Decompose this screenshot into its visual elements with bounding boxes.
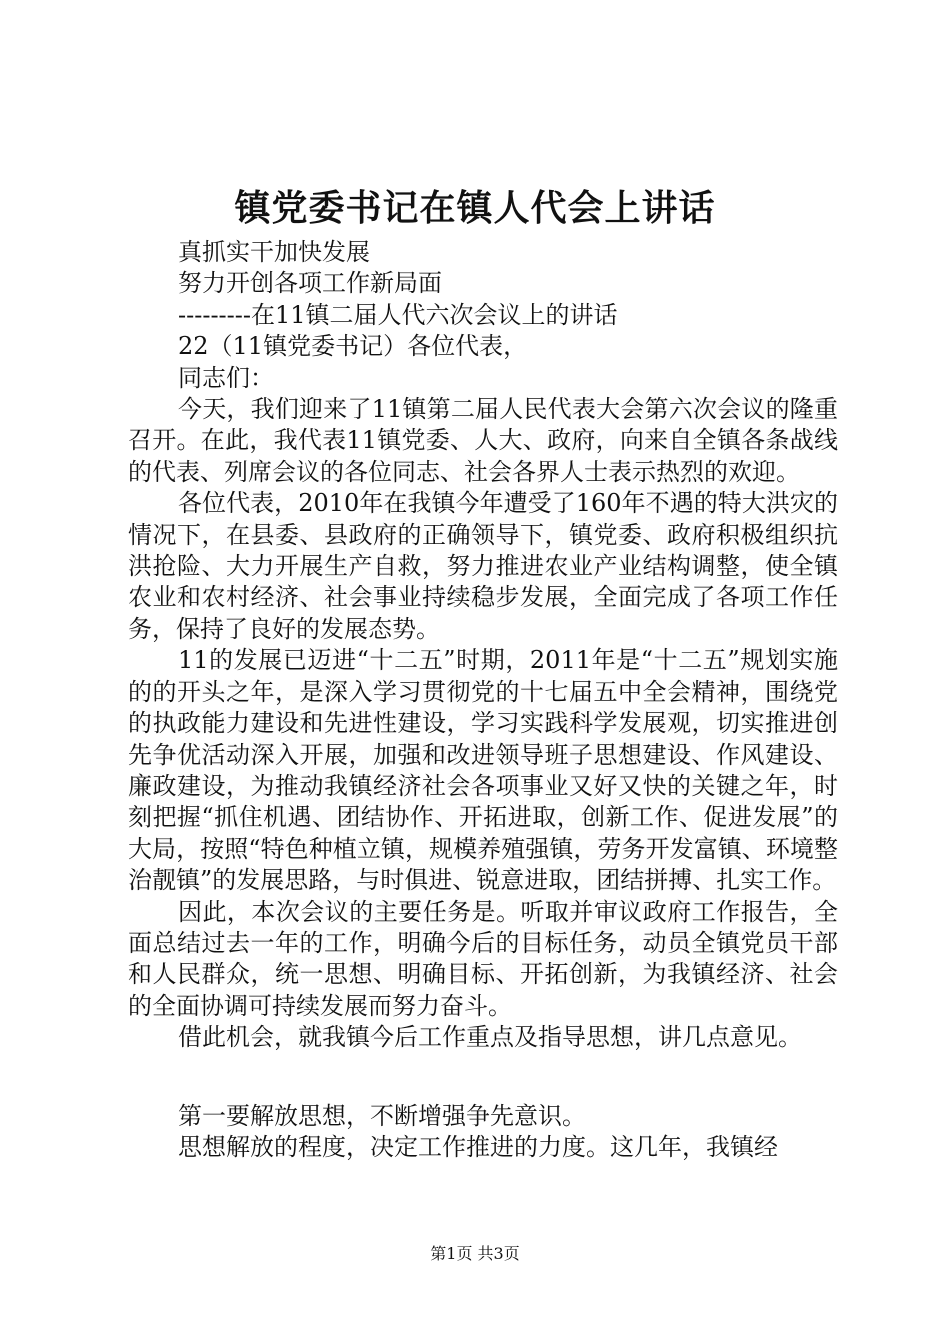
subtitle-line-2: 努力开创各项工作新局面 bbox=[178, 269, 442, 298]
paragraph: 11的发展已迈进“十二五”时期，2011年是“十二五”规划实施的的开头之年，是深入学习贯彻党的十七届五中全会精神，围绕党的执政能力建设和先进性建设，学习实践科学发展观，切实推进创先争优活动深入开展，加强和改进领导班子思想建设、作风建设、廉政建设，为推动我镇经济社会各项事业又好又快的关键之年，时刻把握“抓住机遇、团结协作、开拓进取，创新工作、促进发展”的大局，按照“特色种植立镇，规模养殖强镇，劳务开发富镇、环境整治靓镇”的发展思路，与时俱进、锐意进取，团结拼搏、扎实工作。 bbox=[128, 646, 838, 895]
salutation-line-2: 同志们： bbox=[178, 363, 274, 392]
document-title: 镇党委书记在镇人代会上讲话 bbox=[234, 187, 716, 229]
section-heading: 第一要解放思想，不断增强争先意识。 bbox=[178, 1101, 586, 1130]
paragraph: 思想解放的程度，决定工作推进的力度。这几年，我镇经 bbox=[178, 1132, 778, 1161]
paragraph-gap bbox=[128, 1054, 838, 1101]
subtitle-line-1: 真抓实干加快发展 bbox=[178, 238, 370, 266]
paragraph: 因此，本次会议的主要任务是。听取并审议政府工作报告，全面总结过去一年的工作，明确今后的目标任务，动员全镇党员干部和人民群众，统一思想、明确目标、开拓创新，为我镇经济、社会的全面协调可持续发展而努力奋斗。 bbox=[128, 897, 838, 1020]
subtitle-line-3: ---------在11镇二届人代六次会议上的讲话 bbox=[178, 300, 618, 329]
paragraph: 各位代表，2010年在我镇今年遭受了160年不遇的特大洪灾的情况下，在县委、县政府的正确领导下，镇党委、政府积极组织抗洪抢险、大力开展生产自救，努力推进农业产业结构调整，使全镇农业和农村经济、社会事业持续稳步发展，全面完成了各项工作任务，保持了良好的发展态势。 bbox=[128, 489, 838, 643]
paragraph: 借此机会，就我镇今后工作重点及指导思想，讲几点意见。 bbox=[178, 1023, 802, 1052]
salutation-line: 22（11镇党委书记）各位代表， bbox=[178, 332, 528, 361]
page-footer: 第1页 共3页 bbox=[430, 1244, 520, 1263]
paragraph: 今天，我们迎来了11镇第二届人民代表大会第六次会议的隆重召开。在此，我代表11镇党委、人大、政府，向来自全镇各条战线的代表、列席会议的各位同志、社会各界人士表示热烈的欢迎。 bbox=[128, 395, 838, 486]
document-body bbox=[128, 237, 838, 1163]
